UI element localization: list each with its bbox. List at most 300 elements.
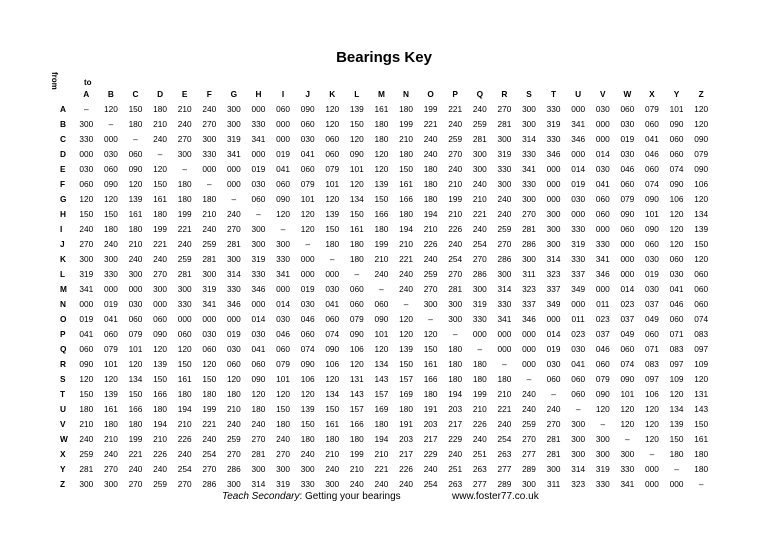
table-row [50,311,713,326]
bearing-cell: 000 [276,133,290,144]
bearing-cell: 300 [522,118,536,129]
bearing-cell: 240 [522,388,536,399]
bearing-cell: 349 [571,283,586,294]
bearing-cell: 000 [669,478,684,489]
bearing-cell: 341 [202,298,217,309]
bearing-cell: 120 [325,118,340,129]
bearing-cell: 030 [620,148,635,159]
bearing-cell: 337 [571,268,586,279]
bearing-cell: 281 [79,463,94,474]
bearing-cell: 041 [251,343,266,354]
bearing-cell: 254 [497,433,512,444]
bearing-cell: 254 [472,238,487,249]
bearing-cell: 229 [448,433,463,444]
bearing-cell: 019 [276,148,290,159]
bearing-cell: 166 [374,208,389,219]
column-header: V [599,88,606,99]
bearing-cell: 134 [128,373,143,384]
bearing-cell: 090 [103,178,118,189]
bearing-cell: 150 [153,178,167,189]
table-row [50,296,713,311]
bearing-cell: 101 [128,343,143,354]
bearing-cell: 300 [276,463,290,474]
bearing-cell: 106 [349,343,364,354]
bearing-cell: 161 [399,178,413,189]
bearing-cell: 180 [399,208,413,219]
bearing-cell: 300 [251,238,266,249]
bearing-cell: 300 [497,133,512,144]
bearing-cell: 319 [595,463,610,474]
bearing-cell: – [231,193,237,204]
bearing-cell: 286 [226,463,241,474]
bearing-cell: 210 [325,448,340,459]
bearing-cell: 150 [694,418,709,429]
bearing-cell: 180 [226,388,241,399]
bearing-cell: 079 [595,373,610,384]
bearing-cell: 083 [669,343,684,354]
bearing-cell: 090 [645,193,659,204]
bearing-cell: 106 [300,373,315,384]
bearing-cell: 060 [620,103,635,114]
bearing-cell: 120 [669,388,684,399]
bearing-cell: 161 [103,403,118,414]
bearing-cell: 060 [276,103,290,114]
bearing-cell: 203 [448,403,463,414]
bearing-cell: – [403,298,409,309]
bearing-cell: 120 [595,403,610,414]
row-header: I [60,223,63,234]
bearing-cell: 300 [128,268,143,279]
bearing-cell: 060 [325,148,340,159]
bearing-cell: 060 [694,268,709,279]
bearing-cell: 300 [226,103,241,114]
bearing-cell: 030 [571,343,586,354]
bearing-cell: 079 [128,328,143,339]
bearing-cell: 240 [103,238,118,249]
bearing-cell: 314 [497,283,512,294]
bearing-cell: 226 [472,418,487,429]
bearing-cell: 240 [226,418,241,429]
bearing-cell: 180 [374,118,389,129]
bearing-cell: 166 [423,373,438,384]
bearing-cell: 180 [423,388,438,399]
bearing-cell: 000 [177,313,192,324]
bearing-cell: 000 [620,268,635,279]
bearing-cell: 060 [325,133,340,144]
bearing-cell: 106 [325,358,340,369]
bearing-cell: 199 [423,103,438,114]
bearing-cell: 263 [472,463,487,474]
bearing-cell: 046 [620,163,635,174]
bearing-cell: 120 [325,193,340,204]
bearing-cell: 041 [103,313,118,324]
bearing-cell: – [674,463,679,474]
bearing-cell: 120 [694,193,709,204]
bearing-cell: 281 [177,268,192,279]
bearing-cell: 180 [399,403,413,414]
from-axis-label: from [50,72,59,90]
bearing-cell: 134 [325,388,340,399]
bearing-cell: – [649,448,655,459]
bearing-cell: 150 [374,193,389,204]
bearing-cell: 139 [300,403,315,414]
bearing-cell: 300 [226,118,241,129]
bearing-cell: 000 [226,313,241,324]
bearing-cell: 240 [103,448,118,459]
column-header: R [501,88,508,99]
bearing-cell: 019 [79,313,94,324]
bearing-cell: 150 [349,118,364,129]
bearing-cell: 199 [153,223,167,234]
bearing-cell: 000 [497,328,512,339]
bearing-cell: 011 [596,298,610,309]
bearing-cell: 079 [645,103,659,114]
bearing-cell: 139 [669,418,684,429]
bearing-cell: 090 [374,313,389,324]
bearing-cell: 270 [177,478,192,489]
bearing-cell: 090 [620,208,635,219]
bearing-cell: 300 [103,478,118,489]
bearing-cell: 120 [694,253,709,264]
row-header: O [60,313,67,324]
bearing-cell: 341 [620,478,635,489]
bearing-cell: 337 [522,298,536,309]
bearing-cell: 319 [226,133,241,144]
bearing-cell: 346 [546,148,561,159]
bearing-cell: 194 [423,208,438,219]
table-row [50,221,713,236]
bearing-cell: 000 [497,343,512,354]
bearing-cell: 041 [300,148,315,159]
bearing-cell: 074 [645,178,659,189]
bearing-cell: 060 [128,313,143,324]
bearing-cell: 019 [546,343,561,354]
bearing-cell: 074 [325,328,340,339]
bearing-cell: 000 [202,313,217,324]
bearing-cell: 240 [472,433,487,444]
bearing-cell: 166 [349,418,364,429]
bearing-cell: 060 [546,373,561,384]
bearing-cell: 180 [177,193,192,204]
bearing-cell: 074 [669,163,684,174]
bearing-cell: 203 [399,433,413,444]
bearing-cell: 180 [374,133,389,144]
bearing-cell: 221 [448,103,463,114]
bearing-cell: 210 [349,463,364,474]
bearing-cell: 300 [423,298,438,309]
bearing-cell: 090 [620,373,635,384]
bearing-cell: 254 [177,463,192,474]
bearing-cell: 210 [374,253,389,264]
bearing-cell: 060 [571,373,586,384]
bearing-cell: 341 [226,148,241,159]
bearing-cell: 210 [472,193,487,204]
bearing-cell: 221 [177,223,192,234]
bearing-cell: 330 [522,148,536,159]
bearing-cell: 270 [79,238,94,249]
row-header: A [60,103,66,114]
bearing-cell: 319 [497,148,512,159]
bearing-cell: 030 [128,298,143,309]
bearing-cell: 041 [79,328,94,339]
bearing-cell: 277 [472,478,487,489]
table-row [50,476,713,491]
bearing-cell: – [280,223,286,234]
bearing-cell: 180 [128,223,143,234]
bearing-cell: 143 [694,403,709,414]
bearing-cell: 300 [251,463,266,474]
bearing-cell: 300 [202,268,217,279]
bearing-cell: 240 [325,463,340,474]
bearing-cell: 046 [669,298,684,309]
footer-brand: Teach Secondary [222,491,300,502]
bearing-cell: 300 [472,163,487,174]
bearing-cell: – [428,313,433,324]
bearing-cell: 180 [448,358,463,369]
bearing-cell: 314 [226,268,241,279]
column-header: M [377,88,385,99]
bearing-cell: 101 [374,328,389,339]
bearing-cell: 240 [153,133,167,144]
bearing-cell: 330 [497,163,512,174]
bearing-cell: 161 [128,208,143,219]
bearing-cell: 240 [251,418,266,429]
bearing-cell: 300 [448,313,463,324]
bearing-cell: 037 [595,328,610,339]
bearing-cell: 330 [177,298,192,309]
bearing-cell: 019 [645,268,659,279]
bearing-cell: 240 [423,253,438,264]
bearing-cell: 120 [79,373,94,384]
bearing-cell: 191 [423,403,438,414]
bearing-cell: 300 [79,118,94,129]
bearing-cell: 000 [226,178,241,189]
column-header: Q [476,88,484,99]
row-header: Q [60,343,67,354]
bearing-cell: 180 [153,103,167,114]
bearing-cell: 240 [202,103,217,114]
bearing-cell: 161 [325,418,340,429]
bearing-cell: 270 [103,463,118,474]
bearing-cell: 300 [546,238,561,249]
column-header: P [452,88,458,99]
bearing-cell: – [305,238,310,249]
bearing-cell: 060 [669,148,684,159]
bearing-cell: 000 [251,103,266,114]
bearing-cell: 289 [497,478,512,489]
bearing-cell: 090 [276,193,290,204]
bearing-cell: 259 [226,433,241,444]
bearing-cell: 019 [103,298,118,309]
bearing-cell: 150 [325,223,340,234]
bearing-cell: 120 [325,103,340,114]
bearing-cell: 300 [522,253,536,264]
bearing-cell: 090 [349,148,364,159]
bearing-cell: 090 [349,328,364,339]
bearing-cell: 060 [202,343,217,354]
bearing-cell: – [133,133,138,144]
row-header: X [60,448,66,459]
bearing-cell: 240 [399,478,413,489]
bearing-cell: 120 [620,403,635,414]
bearing-cell: 270 [202,463,217,474]
bearing-cell: 199 [349,448,364,459]
bearing-cell: 120 [153,343,167,354]
bearing-cell: 240 [349,478,364,489]
bearing-cell: 270 [276,448,290,459]
bearing-cell: 270 [546,418,561,429]
bearing-cell: 259 [79,448,94,459]
bearing-cell: 240 [497,193,512,204]
bearing-cell: 000 [202,163,217,174]
bearing-cell: 300 [325,478,340,489]
bearing-cell: 000 [571,148,586,159]
bearing-cell: 079 [620,193,635,204]
bearing-cell: 030 [669,268,684,279]
bearing-cell: – [329,253,335,264]
bearing-cell: 254 [423,478,438,489]
table-row [50,161,713,176]
bearing-cell: 060 [595,358,610,369]
bearing-cell: 240 [276,433,290,444]
bearing-cell: 139 [325,208,340,219]
bearing-cell: 180 [251,403,266,414]
bearing-cell: 341 [595,253,610,264]
bearing-cell: 120 [694,103,709,114]
bearing-cell: 041 [571,358,586,369]
bearing-cell: – [182,163,187,174]
table-row [50,116,713,131]
bearing-cell: 000 [103,283,118,294]
bearing-cell: 300 [546,208,561,219]
bearing-cell: 134 [669,403,684,414]
bearing-cell: 254 [202,448,217,459]
bearing-cell: 000 [595,223,610,234]
bearing-cell: 240 [423,133,438,144]
bearing-cell: 270 [448,148,463,159]
bearing-cell: 000 [300,268,315,279]
bearing-cell: 120 [300,223,315,234]
bearing-cell: 180 [399,103,413,114]
bearing-cell: 046 [276,328,290,339]
bearing-cell: 074 [694,313,709,324]
bearing-cell: 210 [202,208,217,219]
bearing-cell: 060 [595,208,610,219]
bearing-cell: 330 [546,133,561,144]
column-header: A [83,88,90,99]
bearing-cell: 281 [202,253,217,264]
bearing-cell: 060 [276,343,290,354]
bearing-cell: 270 [448,268,463,279]
column-header: B [107,88,114,99]
bearing-cell: 090 [669,118,684,129]
column-header: S [526,88,532,99]
bearing-cell: 210 [448,208,463,219]
bearing-cell: 330 [103,268,118,279]
bearing-cell: 000 [546,313,561,324]
bearing-cell: 120 [374,148,389,159]
bearing-cell: 030 [251,328,266,339]
bearing-cell: 030 [645,283,659,294]
bearing-cell: 341 [497,313,512,324]
bearing-cell: 300 [251,223,266,234]
table-row [50,371,713,386]
bearing-cell: 014 [571,163,586,174]
bearing-cell: 000 [595,133,610,144]
bearing-cell: 199 [202,403,217,414]
bearing-cell: 330 [595,238,610,249]
bearing-cell: 221 [497,403,512,414]
bearing-cell: 060 [79,178,94,189]
bearing-cell: 210 [226,403,241,414]
bearing-cell: 134 [349,193,364,204]
bearing-cell: 240 [202,433,217,444]
bearing-cell: 030 [251,178,266,189]
bearing-cell: – [157,148,163,159]
bearing-cell: 240 [497,418,512,429]
row-header: Z [60,478,66,489]
bearing-cell: – [526,373,532,384]
bearing-cell: 106 [694,178,709,189]
bearing-cell: 341 [276,268,290,279]
row-header: L [60,268,66,279]
bearing-cell: 300 [595,433,610,444]
bearing-cell: 101 [349,163,364,174]
bearing-cell: 150 [79,208,94,219]
bearing-cell: 139 [103,388,118,399]
bearing-cell: 161 [177,373,192,384]
bearing-cell: 101 [103,358,118,369]
bearing-cell: 071 [645,343,659,354]
bearing-cell: 019 [620,133,635,144]
bearing-cell: 000 [522,358,536,369]
bearing-cell: 030 [620,118,635,129]
bearing-cell: 079 [694,148,709,159]
bearing-cell: 194 [177,403,192,414]
bearing-cell: 323 [522,283,536,294]
bearing-cell: 134 [374,358,389,369]
bearing-cell: 210 [399,133,413,144]
bearing-cell: 030 [79,163,94,174]
row-header: J [60,238,65,249]
bearing-cell: 060 [645,163,659,174]
bearing-cell: 150 [103,208,118,219]
bearing-cell: 000 [153,298,167,309]
column-header: Y [673,88,680,99]
bearing-cell: 161 [349,223,364,234]
bearing-cell: 030 [300,133,315,144]
bearing-cell: 000 [571,103,586,114]
bearing-cell: 161 [694,433,709,444]
bearing-cell: 090 [79,358,94,369]
bearing-cell: 011 [571,313,585,324]
bearing-cell: 101 [300,193,315,204]
row-header: F [60,178,66,189]
bearing-cell: 180 [694,448,709,459]
footer-website: www.foster77.co.uk [452,491,539,502]
bearing-cell: 330 [276,253,290,264]
table-row [50,251,713,266]
bearing-cell: 150 [325,403,340,414]
bearing-cell: 060 [620,343,635,354]
bearing-cell: 240 [128,463,143,474]
bearing-cell: 259 [202,238,217,249]
bearing-cell: 120 [645,403,659,414]
bearing-cell: 180 [177,388,192,399]
bearing-cell: 019 [300,283,315,294]
bearing-cell: 259 [448,133,463,144]
bearing-cell: 346 [226,298,241,309]
